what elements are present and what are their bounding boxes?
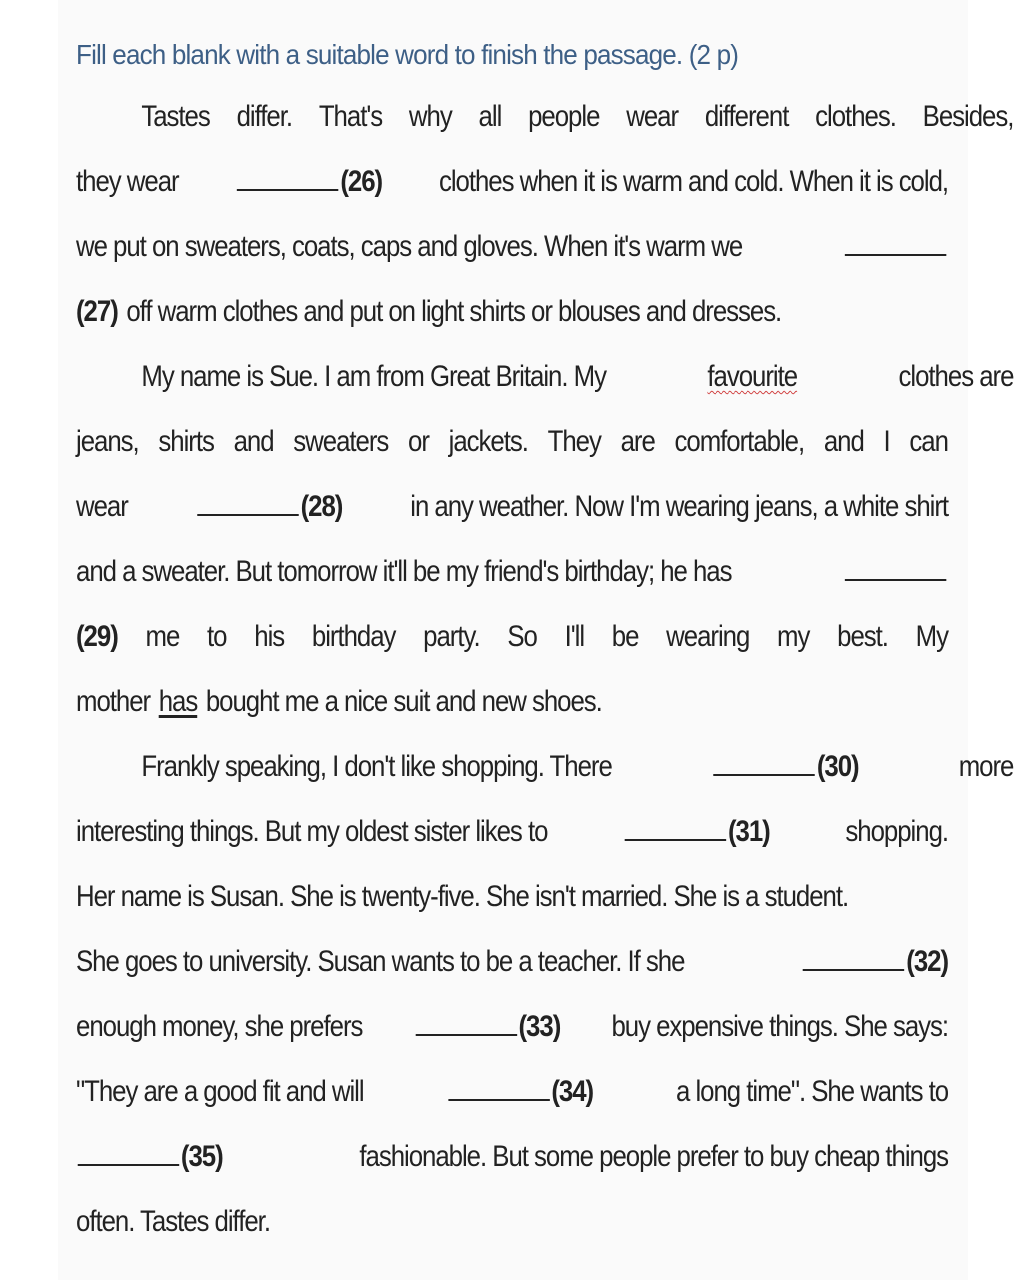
text-segment: clothes are — [898, 360, 1014, 393]
blank-number: (31) — [727, 815, 770, 848]
word: Tastes — [141, 100, 210, 133]
word: jackets. — [448, 425, 528, 458]
word: My — [915, 620, 948, 653]
blank-31[interactable] — [623, 799, 770, 864]
text-segment: off warm clothes and put on light shirts or blouses and dresses. — [126, 295, 782, 328]
word: all — [478, 100, 502, 133]
word: to — [207, 620, 227, 653]
word: best. — [837, 620, 888, 653]
blank-33[interactable] — [414, 994, 561, 1059]
p1-line-3 — [76, 214, 948, 279]
blank-34[interactable] — [446, 1059, 593, 1124]
p3-line-6 — [76, 1059, 948, 1124]
exercise — [76, 26, 1014, 1254]
word: people — [528, 100, 600, 133]
blank-32[interactable] — [801, 929, 948, 994]
blank-number: (28) — [300, 490, 343, 523]
word: me — [145, 620, 180, 653]
blank-number: (35) — [180, 1140, 223, 1173]
word: can — [909, 425, 948, 458]
p2-line-2 — [76, 409, 948, 474]
text-segment: clothes when it is warm and cold. When it is cold, — [438, 165, 949, 198]
word: are — [620, 425, 655, 458]
text-segment: shopping. — [845, 815, 949, 848]
p2-line-5 — [76, 604, 948, 669]
text-segment: enough money, she prefers — [76, 1010, 363, 1043]
word: why — [408, 100, 452, 133]
word: wear — [626, 100, 679, 133]
word: party. — [423, 620, 480, 653]
text-segment: in any weather. Now I'm wearing jeans, a white shirt — [410, 490, 949, 523]
p3-line-7 — [76, 1124, 948, 1189]
exercise-title: Fill each blank with a suitable word to finish the passage. (2 p) — [76, 39, 739, 70]
p2-line-3 — [76, 474, 948, 539]
word: So — [507, 620, 537, 653]
word: his — [254, 620, 285, 653]
word: and — [233, 425, 274, 458]
word: Besides, — [922, 100, 1014, 133]
blank-29-line[interactable] — [845, 577, 946, 581]
word: wearing — [666, 620, 750, 653]
blank-number: (27) — [76, 295, 118, 328]
p3-line-4 — [76, 929, 948, 994]
blank-number: (34) — [551, 1075, 594, 1108]
word: They — [547, 425, 601, 458]
p1-line-2 — [76, 149, 948, 214]
text-segment: we put on sweaters, coats, caps and gloves. When it's warm we — [76, 230, 743, 263]
word: be — [611, 620, 639, 653]
text-segment: She goes to university. Susan wants to be a teacher. If she — [76, 945, 685, 978]
text-segment: bought me a nice suit and new shoes. — [205, 685, 602, 718]
p2-line-1 — [76, 344, 1013, 409]
word: sweaters — [293, 425, 389, 458]
word: That's — [318, 100, 383, 133]
p3-line-3 — [76, 864, 948, 929]
word: different — [704, 100, 789, 133]
word: differ. — [236, 100, 292, 133]
word: comfortable, — [674, 425, 805, 458]
blank-30[interactable] — [712, 734, 859, 799]
word: or — [408, 425, 429, 458]
text-segment: and a sweater. But tomorrow it'll be my friend's birthday; he has — [76, 555, 732, 588]
p1-line-4 — [76, 279, 948, 344]
word: birthday — [311, 620, 396, 653]
text-segment: Frankly speaking, I don't like shopping. There — [141, 750, 612, 783]
text-segment: a long time". She wants to — [675, 1075, 949, 1108]
blank-number: (26) — [340, 165, 383, 198]
underlined-word: has — [158, 685, 198, 718]
blank-number: (29) — [76, 620, 118, 653]
blank-27-line[interactable] — [845, 252, 946, 256]
spellcheck-word: favourite — [707, 360, 798, 393]
word: clothes. — [815, 100, 896, 133]
p2-line-6 — [76, 669, 948, 734]
word: shirts — [158, 425, 214, 458]
p3-line-5 — [76, 994, 948, 1059]
text-segment: often. Tastes differ. — [76, 1205, 270, 1238]
text-segment: wear — [76, 490, 128, 523]
blank-number: (33) — [518, 1010, 561, 1043]
p2-line-4 — [76, 539, 948, 604]
text-segment: Her name is Susan. She is twenty-five. She isn't married. She is a student. — [76, 880, 849, 913]
word: my — [777, 620, 810, 653]
blank-26[interactable] — [235, 149, 382, 214]
blank-number: (30) — [816, 750, 859, 783]
text-segment: buy expensive things. She says: — [611, 1010, 949, 1043]
p3-line-8 — [76, 1189, 948, 1254]
blank-number: (32) — [906, 945, 949, 978]
blank-35[interactable] — [76, 1124, 223, 1189]
word: jeans, — [76, 425, 139, 458]
word: I — [883, 425, 890, 458]
text-segment: interesting things. But my oldest sister likes to — [76, 815, 548, 848]
p3-line-1 — [76, 734, 1013, 799]
p1-line-1 — [76, 84, 1013, 149]
blank-28[interactable] — [196, 474, 343, 539]
text-segment: "They are a good fit and will — [76, 1075, 364, 1108]
text-segment: My name is Sue. I am from Great Britain. My — [141, 360, 606, 393]
text-segment: more — [958, 750, 1014, 783]
word: I'll — [564, 620, 585, 653]
word: and — [823, 425, 864, 458]
p3-line-2 — [76, 799, 948, 864]
text-segment: they wear — [76, 165, 179, 198]
text-segment: fashionable. But some people prefer to buy cheap things — [359, 1140, 949, 1173]
text-segment: mother — [76, 685, 151, 718]
